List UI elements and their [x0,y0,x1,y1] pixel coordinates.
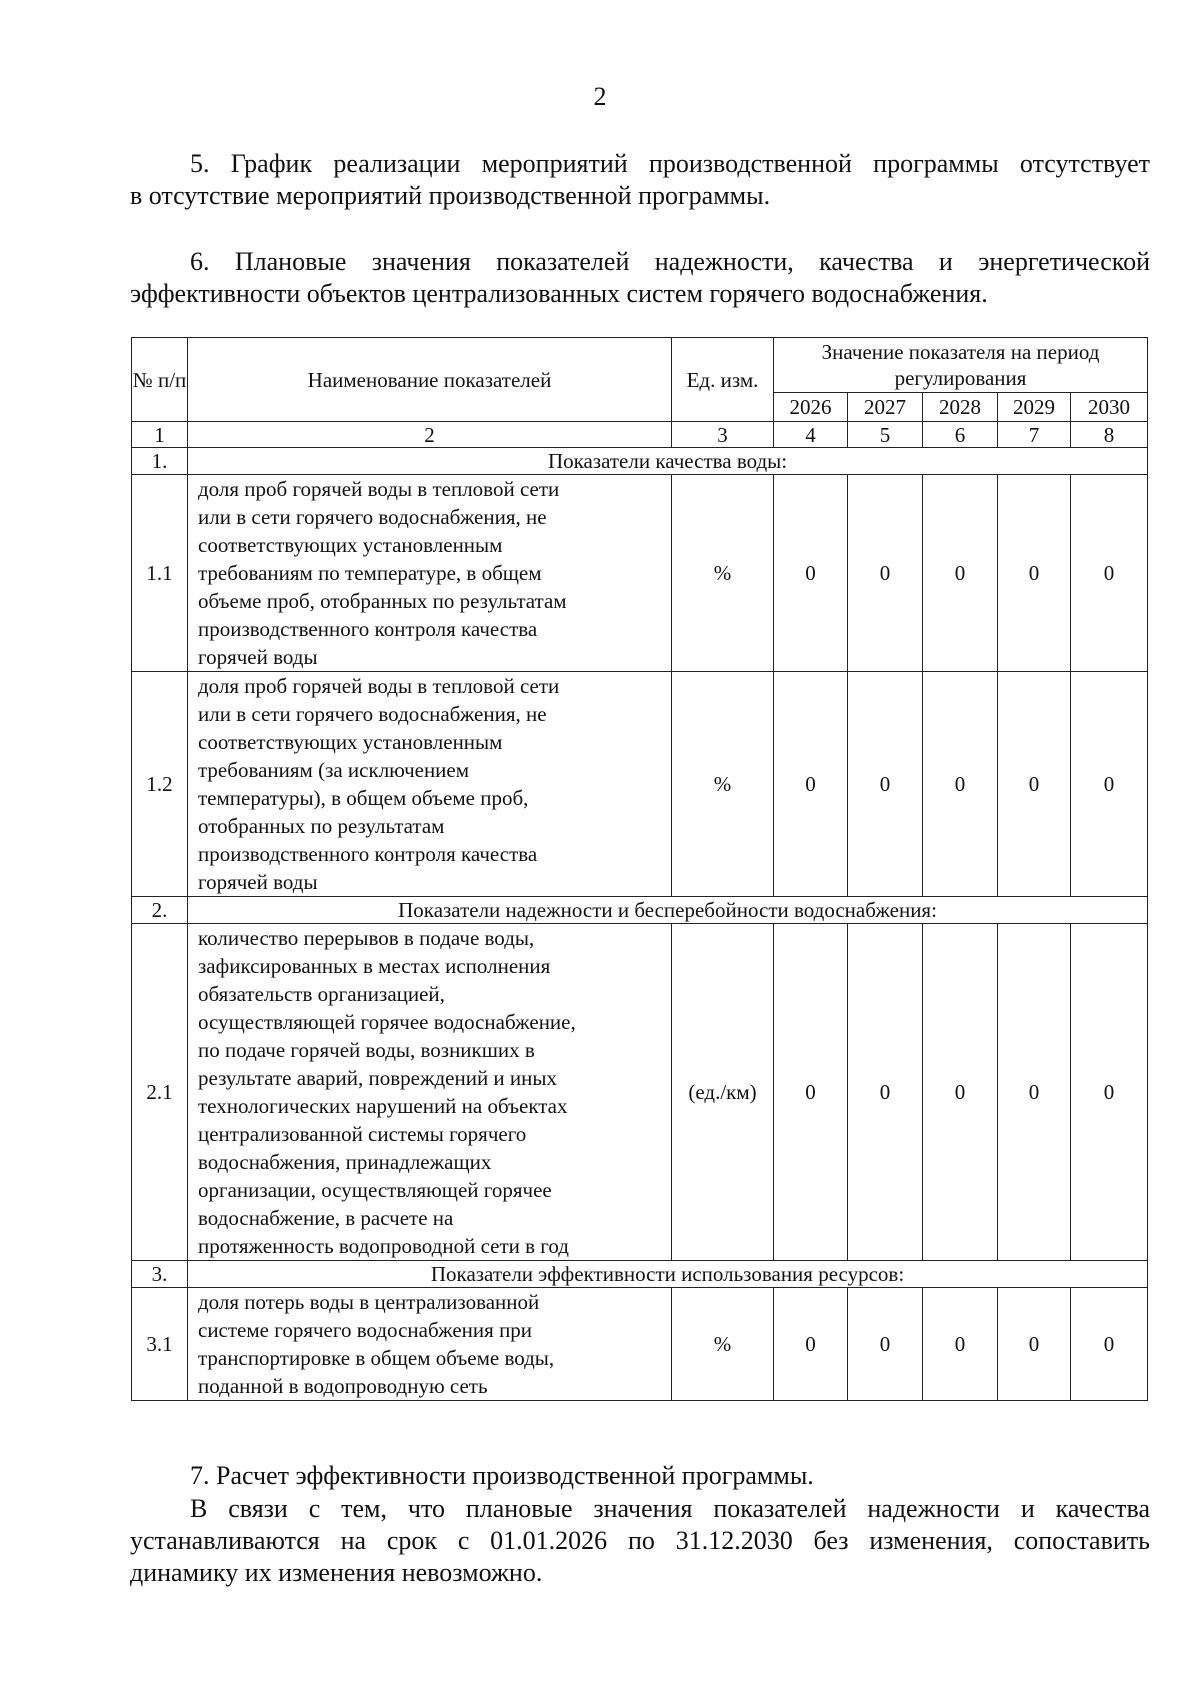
indicator-name-line: зафиксированных в местах исполнения [198,954,551,978]
year-cell: 2030 [1071,393,1148,422]
indicator-name-line: производственного контроля качества [198,842,538,866]
column-number: 5 [848,422,923,448]
indicators-table-body [132,338,1148,1401]
indicator-name-line: или в сети горячего водоснабжения, не [198,505,547,529]
section-title: Показатели качества воды: [188,448,1148,475]
indicator-row [132,924,1148,1261]
indicator-name-line: водоснабжения, принадлежащих [198,1150,492,1174]
indicator-name-line: температуры), в общем объеме проб, [198,786,529,810]
indicator-name-line: производственного контроля качества [198,617,538,641]
indicator-unit: % [672,672,774,897]
section-row [132,897,1148,924]
column-number: 2 [188,422,672,448]
indicator-name-line: соответствующих установленным [198,533,503,557]
indicator-unit: % [672,475,774,672]
section-title: Показатели надежности и бесперебойности водоснабжения: [188,897,1148,924]
section-num: 2. [132,897,188,924]
year-cell: 2029 [998,393,1071,422]
indicator-value: 0 [774,1288,848,1401]
column-numbers-row [132,422,1148,448]
column-number: 7 [998,422,1071,448]
indicator-name-line: доля проб горячей воды в тепловой сети [198,477,560,501]
section-num: 3. [132,1261,188,1288]
section-6-line: 6. Плановые значения показателей надежности, качества и энергетической [190,247,1150,276]
indicator-value: 0 [998,1288,1071,1401]
indicator-value: 0 [1071,475,1148,672]
indicator-name-line: количество перерывов в подаче воды, [198,926,535,950]
indicator-name-line: требованиям по температуре, в общем [198,561,542,585]
indicator-name-line: горячей воды [198,645,318,669]
indicator-value: 0 [774,672,848,897]
indicator-name-line: соответствующих установленным [198,730,503,754]
indicator-row [132,475,1148,672]
section-7-title: 7. Расчет эффективности производственной программы. [190,1461,814,1490]
indicator-name-line: протяженность водопроводной сети в год [198,1234,569,1258]
column-number: 8 [1071,422,1148,448]
header-num: № п/п [132,338,188,422]
indicator-name-line: или в сети горячего водоснабжения, не [198,702,547,726]
indicator-value: 0 [1071,924,1148,1261]
section-5-line: в отсутствие мероприятий производственной программы. [130,181,771,210]
indicator-value: 0 [848,672,923,897]
indicator-name [188,475,672,672]
indicator-num: 2.1 [132,924,188,1261]
indicator-row [132,672,1148,897]
section-num: 1. [132,448,188,475]
indicator-name-line: доля потерь воды в централизованной [198,1290,540,1314]
section-title: Показатели эффективности использования ресурсов: [188,1261,1148,1288]
indicator-name-line: результате аварий, повреждений и иных [198,1066,558,1090]
column-number: 4 [774,422,848,448]
indicator-value: 0 [923,1288,998,1401]
indicator-name-line: требованиям (за исключением [198,758,470,782]
indicator-name [188,924,672,1261]
indicator-name-line: горячей воды [198,870,318,894]
indicator-name-line: водоснабжение, в расчете на [198,1206,454,1230]
indicator-name-line: системе горячего водоснабжения при [198,1318,533,1342]
indicator-name [188,1288,672,1401]
year-cell: 2027 [848,393,923,422]
section-7-paragraph [130,1493,1150,1589]
indicator-unit: (ед./км) [672,924,774,1261]
indicator-value: 0 [923,475,998,672]
indicator-name-line: транспортировке в общем объеме воды, [198,1346,555,1370]
indicator-value: 0 [998,672,1071,897]
section-5-paragraph [130,148,1150,212]
indicator-name-line: поданной в водопроводную сеть [198,1374,488,1398]
section-6-line: эффективности объектов централизованных систем горячего водоснабжения. [130,279,988,308]
header-period: Значение показателя на период регулирования [774,338,1148,393]
indicator-name-line: организации, осуществляющей горячее [198,1178,552,1202]
column-number: 6 [923,422,998,448]
indicator-name-line: осуществляющей горячее водоснабжение, [198,1010,576,1034]
indicator-name-line: отобранных по результатам [198,814,445,838]
indicator-name-line: технологических нарушений на объектах [198,1094,568,1118]
section-7-line: динамику их изменения невозможно. [130,1558,543,1587]
header-name: Наименование показателей [188,338,672,422]
indicator-value: 0 [998,475,1071,672]
section-7-line: устанавливаются на срок с 01.01.2026 по 31.12.2030 без изменения, сопоставить [130,1526,1150,1555]
indicator-num: 3.1 [132,1288,188,1401]
header-row [132,338,1148,393]
section-7-line: В связи с тем, что плановые значения показателей надежности и качества [190,1494,1150,1523]
column-number: 1 [132,422,188,448]
header-unit: Ед. изм. [672,338,774,422]
indicator-value: 0 [923,924,998,1261]
indicator-unit: % [672,1288,774,1401]
indicator-row [132,1288,1148,1401]
indicator-name-line: доля проб горячей воды в тепловой сети [198,674,560,698]
indicator-num: 1.1 [132,475,188,672]
indicator-value: 0 [923,672,998,897]
section-5-line: 5. График реализации мероприятий производственной программы отсутствует [190,149,1150,178]
section-row [132,1261,1148,1288]
year-cell: 2028 [923,393,998,422]
year-cell: 2026 [774,393,848,422]
indicator-name-line: централизованной системы горячего [198,1122,527,1146]
indicator-value: 0 [848,924,923,1261]
indicator-value: 0 [1071,1288,1148,1401]
indicator-value: 0 [774,924,848,1261]
indicator-name-line: объеме проб, отобранных по результатам [198,589,567,613]
indicator-name [188,672,672,897]
indicator-value: 0 [848,1288,923,1401]
section-7-title-block [130,1460,1150,1492]
indicator-name-line: по подаче горячей воды, возникших в [198,1038,535,1062]
indicator-num: 1.2 [132,672,188,897]
indicator-value: 0 [848,475,923,672]
indicator-value: 0 [774,475,848,672]
page-number: 2 [593,82,607,111]
indicator-name-line: обязательств организацией, [198,982,445,1006]
section-6-paragraph [130,246,1150,310]
indicator-value: 0 [998,924,1071,1261]
indicators-table [131,337,1148,1401]
section-row [132,448,1148,475]
column-number: 3 [672,422,774,448]
indicator-value: 0 [1071,672,1148,897]
